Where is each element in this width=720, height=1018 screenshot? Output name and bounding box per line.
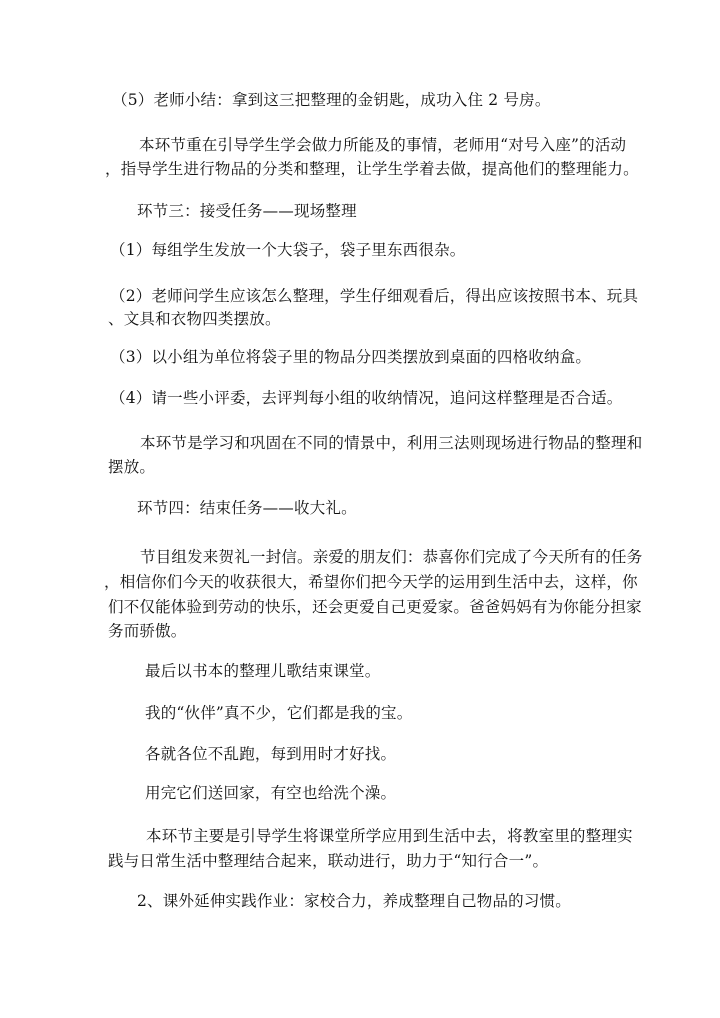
text-line: 务而骄傲。 [108,622,187,640]
text-line: 本环节主要是引导学生将课堂所学应用到生活中去，将教室里的整理实 [146,827,633,845]
text-line: 用完它们送回家，有空也给洗个澡。 [145,784,397,802]
text-line: 最后以书本的整理儿歌结束课堂。 [145,662,381,680]
text-line: 摆放。 [108,458,156,476]
text-line: 本环节重在引导学生学会做力所能及的事情，老师用“对号入座”的活动 [139,136,627,154]
text-line: （3）以小组为单位将袋子里的物品分四类摆放到桌面的四格收纳盒。 [110,348,592,366]
text-line: 们不仅能体验到劳动的快乐，还会更爱自己更爱家。爸爸妈妈有为你能分担家 [108,598,642,616]
text-line: 践与日常生活中整理结合起来，联动进行，助力于“知行合一”。 [108,852,549,870]
text-line: 、文具和衣物四类摆放。 [108,310,281,328]
text-line: （1）每组学生发放一个大袋子，袋子里东西很杂。 [110,241,466,259]
section-heading: 环节三：接受任务——现场整理 [137,202,357,220]
text-line: 我的“伙伴”真不少，它们都是我的宝。 [145,704,413,722]
text-line: （2）老师问学生应该怎么整理，学生仔细观看后，得出应该按照书本、玩具 [110,287,639,305]
section-heading: 环节四：结束任务——收大礼。 [137,499,357,517]
text-line: ，相信你们今天的收获很大，希望你们把今天学的运用到生活中去，这样，你 [104,573,638,591]
text-line: 本环节是学习和巩固在不同的情景中，利用三法则现场进行物品的整理和 [140,434,643,452]
text-line: ，指导学生进行物品的分类和整理，让学生学着去做，提高他们的整理能力。 [105,160,639,178]
text-line: （4）请一些小评委，去评判每小组的收纳情况，追问这样整理是否合适。 [110,389,623,407]
text-line: （5）老师小结：拿到这三把整理的金钥匙，成功入住 2 号房。 [112,91,551,109]
text-line: 节目组发来贺礼一封信。亲爱的朋友们：恭喜你们完成了今天所有的任务 [140,548,643,566]
text-line: 各就各位不乱跑，每到用时才好找。 [145,745,397,763]
text-line: 2、课外延伸实践作业：家校合力，养成整理自己物品的习惯。 [137,892,571,910]
